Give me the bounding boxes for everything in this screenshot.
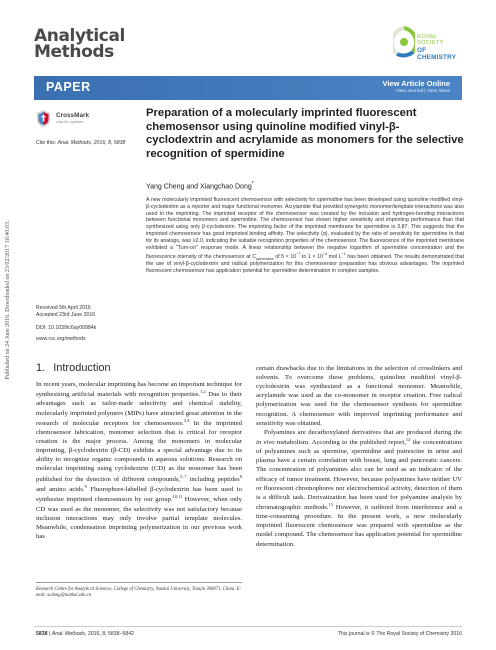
footer-copyright: This journal is © The Royal Society of Chemistry 2016	[337, 631, 462, 637]
crossmark-sublabel: click for updates	[56, 120, 84, 124]
author-names[interactable]: Yang Cheng and Xiangchao Dong	[146, 183, 252, 191]
publisher-name	[417, 34, 459, 62]
ref-citation[interactable]: 9	[84, 483, 87, 489]
body-text: Fluorophore-labelled β-cyclodextrin has been used to synthesize imprinted chemosensors by our group.	[36, 486, 242, 504]
ref-citation[interactable]: 5–7	[180, 473, 187, 479]
paragraph: certain drawbacks due to the limitations in the selection of crosslinkers and solvents. To overcome these problems, quinoline modified vinyl-β-cyclodextrin was synthesized as a functional monomer. Meanwhile, acrylamide was used as the co-monomer in receptor creation. Free radical polymerization was used for the chemosensor synthesis for spermidine recognition. A chemosensor with improved imprinting performance and sensitivity was obtained.	[256, 365, 462, 427]
ref-citation[interactable]: 12	[405, 436, 411, 442]
ref-citation[interactable]: 10,11	[172, 494, 183, 500]
abstract-text: A new molecularly imprinted fluorescent chemosensor with selectivity for spermidine has been developed using quinoline modified vinyl-β-cyclodextrin as a reporter and major functional monomer. Acrylamide that provided synergetic monomer/template interactions was also used in the imprinting. The imprinted receptor of the chemosensor was created by the inclusion and hydrogen-bonding interactions between functional monomers and spermidine. The chemosensor has shown higher sensitivity and imprinting performance than that synthesized using only β-cyclodextrin. The imprinting factor of the imprinted membrane for spermidine is 3.87. This suggests that the imprinted chemosensor has good imprinted binding affinity. The selectivity (α), evaluated by the ratio of sensitivity for spermidine to that for its analogs, was ≥2.0, indicating the suitable recognition properties of the chemosensor. The fluorescence of the imprinted membrane exhibited a "Turn-on" response mode. A linear relationship between the negative logarithm of spermidine concentration and the fluorescence intensity of the chemosensor at C	[146, 197, 464, 260]
article-authors	[146, 181, 254, 190]
crossmark-badge[interactable]	[36, 110, 106, 130]
download-note	[4, 150, 12, 450]
body-text: Polyamines are decarboxylated derivatives that are produced during the	[264, 428, 462, 436]
footer-divider	[34, 626, 462, 627]
footer-journal: Anal. Methods	[51, 631, 85, 637]
body-column-1	[36, 380, 242, 541]
download-note-text: Published on 24 June 2016. Downloaded on 23/02/2017 16:40:03.	[5, 220, 11, 380]
publisher-logo[interactable]	[393, 20, 459, 70]
footer-left	[36, 631, 134, 637]
body-text: the concentrations of polyamines such as spermine, spermidine and putrescine in urine and plasma have a certain correlation with breast, lung and pancreatic cancers. The concentration of polyamines also can be used as an indicator of the efficacy of tumor treatment. However, because polyamines have neither UV or fluorescent chromophores nor electrochemical activity, detection of them is a difficult task. Derivatization has been used for polyamine analysis by chromatographic methods.	[256, 439, 462, 512]
paragraph	[256, 428, 462, 549]
journal-url[interactable]: www.rsc.org/methods	[36, 336, 86, 342]
abstract-sub: spermidine	[256, 256, 274, 261]
body-text: including peptides	[186, 475, 240, 483]
abstract-mid2: to 1 × 10	[300, 253, 323, 260]
body-text: metabolism. According to the published report,	[274, 439, 406, 447]
received-dates	[36, 305, 95, 319]
abstract-exp3: −1	[341, 251, 346, 256]
ref-citation[interactable]: 3,4	[183, 417, 190, 423]
abstract	[146, 197, 464, 275]
journal-title-line1: Analytical	[34, 26, 125, 46]
citation-prefix: Cite this:	[36, 140, 58, 146]
doi[interactable]: DOI: 10.1039/c6ay00984k	[36, 325, 97, 331]
corresponding-author-mark: *	[251, 181, 254, 187]
view-article-online-link[interactable]: View Article Online	[382, 79, 450, 88]
body-text: However, when only CD was used as the monomer, the selectivity was not satisfactory because inclusion interactions may only involve partial template molecules. Meanwhile, condensation imprinting polymerization in our previous work has	[36, 496, 242, 540]
abstract-mid1: of 5 × 10	[273, 253, 297, 260]
section-title: Introduction	[53, 362, 111, 374]
body-text: In recent years, molecular imprinting has become an important technique for synthesizing artificial materials with recognition properties.	[36, 381, 242, 399]
received-date: Received 5th April 2016	[36, 305, 91, 311]
body-text-italic: in vivo	[256, 439, 275, 447]
journal-title-line2: Methods	[34, 42, 114, 63]
body-text: Due to their advantages such as tailor-made selectivity and chemical stability, molecularly imprinted polymers (MIPs) have attracted great attention in the research of molecular receptors for chemosensors.	[36, 391, 242, 427]
journal-title	[34, 26, 125, 63]
accepted-date: Accepted 23rd June 2016	[36, 312, 96, 319]
publisher-name-line2: OF CHEMISTRY	[417, 46, 457, 62]
crossmark-label: CrossMark	[56, 112, 90, 119]
citation-ref: Anal. Methods, 2016, 8, 5838	[57, 140, 126, 146]
publisher-name-line1: ROYAL SOCIETY	[417, 34, 444, 47]
footnote-divider	[36, 582, 242, 583]
footer-volume: , 2016, 8, 5838–5842	[84, 631, 134, 637]
section-number: 1.	[36, 362, 46, 374]
abstract-end: has been obtained. The results demonstrated that the use of vinyl-β-cyclodextrin and radical polymerization for this chemosensor preparation has obvious advantages. The imprinted fluorescent chemosensor has application potential for spermidine determination in complex samples.	[146, 253, 465, 274]
abstract-mid3: mol L	[327, 253, 342, 260]
ref-citation[interactable]: 13	[328, 501, 333, 507]
view-journal-issue-links[interactable]: View Journal | View Issue	[395, 89, 450, 94]
body-text: In the imprinted chemosensor fabrication, monomer selection that is critical for receptor creation is the major process. Among the monomers in molecular imprinting, β-cyclodextrin (β-CD) exhibits a special advantage due to its ability to recognize organic compounds in aqueous solutions. Research on molecular imprinting using cyclodextrin (CD) as the monomer has been published for the detection of different compounds,	[36, 419, 242, 483]
body-text: However, it suffered from interference and a time-consuming procedure. In the present work, a new molecularly imprinted fluorescent chemosensor was prepared with spermidine as the model compound. The chemosensor has application potential for spermidine determination.	[256, 504, 462, 548]
affiliation-footnote: Research Centre for Analytical Sciences, College of Chemistry, Nankai University, Tianjin 300071, China. E-mail: xcdong@nankai.edu.cn	[36, 587, 242, 599]
body-text: and amino acids.	[36, 486, 85, 494]
article-title: Preparation of a molecularly imprinted fluorescent chemosensor using quinoline modified vinyl-β-cyclodextrin and acrylamide as monomers for the selective recognition of spermidine	[146, 107, 464, 160]
abstract-exp2: −4	[322, 251, 328, 256]
page-number: 5838	[36, 631, 48, 637]
citation-line	[36, 140, 125, 146]
article-type-label: PAPER	[46, 80, 91, 94]
ref-citation[interactable]: 8	[239, 473, 242, 479]
crossmark-icon	[36, 110, 51, 127]
body-column-2	[256, 364, 462, 549]
ref-citation[interactable]: 1,2	[200, 389, 206, 395]
footer-separator: |	[47, 631, 52, 637]
publisher-emblem-icon	[393, 26, 415, 60]
article-type-banner	[34, 76, 462, 100]
section-heading	[36, 362, 111, 374]
abstract-exp1: −7	[296, 251, 301, 256]
